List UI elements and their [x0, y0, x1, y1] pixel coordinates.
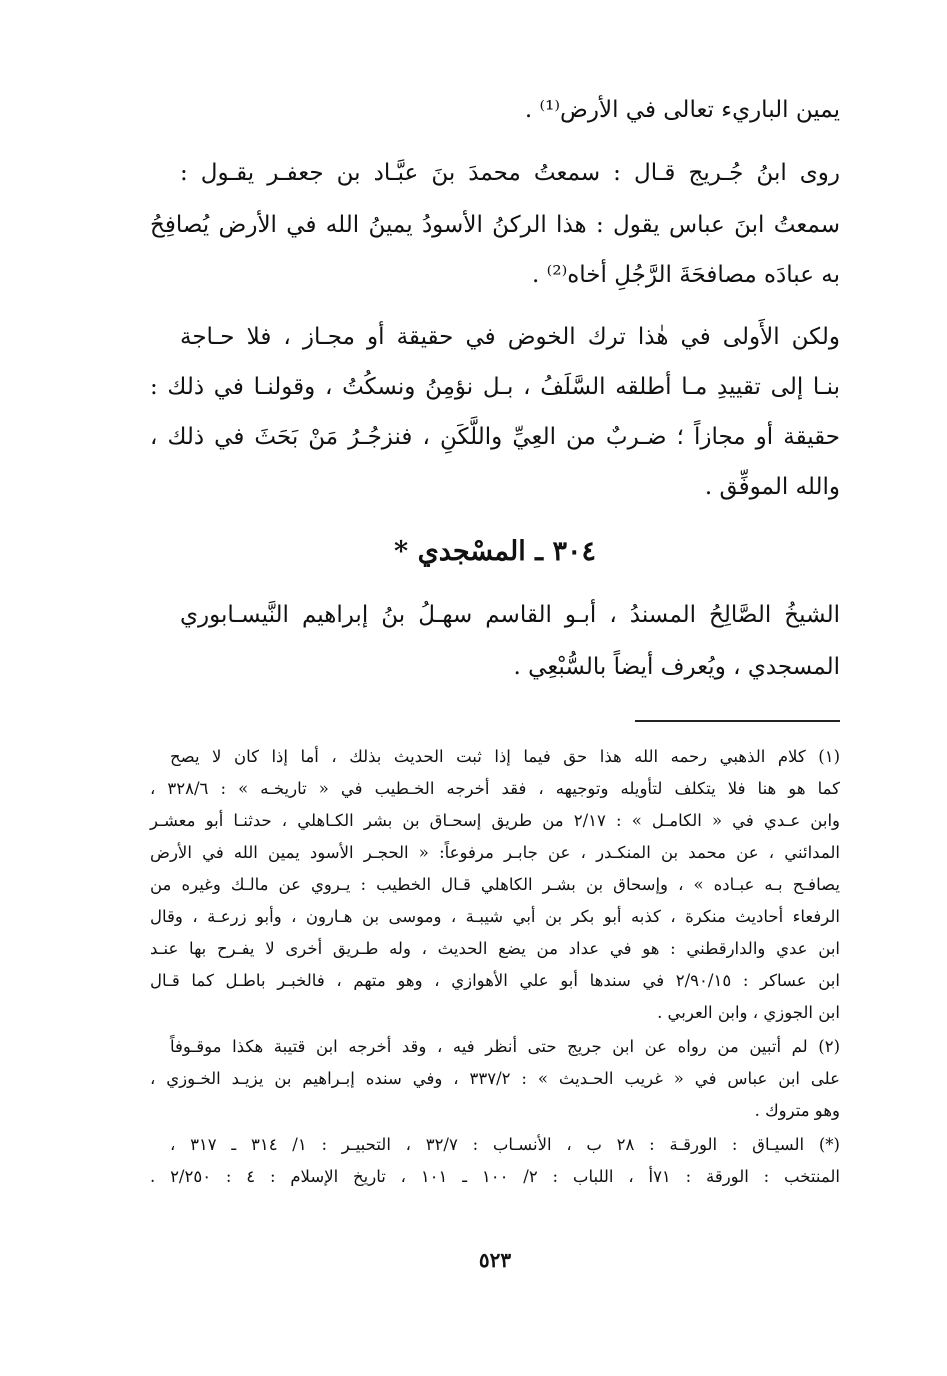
footnote-line: يصافـح بـه عبـاده » ، وإسحاق بن بشـر الكاهلي قـال الخطيب : يـروي عن مالـك وغيره من — [150, 875, 840, 894]
footnote-line: وهو متروك . — [754, 1101, 840, 1120]
entry-text-line: الشيخُ الصَّالِحُ المسندُ ، أبـو القاسم سهـلُ بنُ إبراهيم النَّيسـابوري — [180, 602, 840, 628]
main-text-line: سمعتُ ابنَ عباس يقول : هذا الركنُ الأسودُ يمينُ الله في الأرض يُصافِحُ — [150, 212, 840, 238]
footnote-line: (*) السيـاق : الورقـة : ٢٨ ب ، الأنسـاب : ٣٢/٧ ، التحبيـر : ١/ ٣١٤ ـ ٣١٧ ، — [170, 1135, 840, 1154]
footnote-line: (١) كلام الذهبي رحمه الله هذا حق فيما إذا ثبت الحديث بذلك ، أما إذا كان لا يصح — [170, 747, 840, 766]
entry-heading: ٣٠٤ ـ المسْجدي * — [394, 536, 596, 567]
footnote-line: الرفعاء أحاديث منكرة ، كذبه أبو بكر بن أبي شيبـة ، وموسى بن هـارون ، وأبو زرعـة ، وقال — [150, 907, 840, 926]
footnote-line: (٢) لم أتبين من رواه عن ابن جريج حتى أنظر فيه ، وقد أخرجه ابن قتيبة هكذا موقـوفاً — [170, 1037, 840, 1056]
footnote-line: المنتخب : الورقة : ٧١أ ، اللباب : ٢/ ١٠٠ ـ ١٠١ ، تاريخ الإسلام : ٤ : ٢/٢٥٠ . — [150, 1167, 840, 1186]
entry-text-line: المسجدي ، ويُعرف أيضاً بالسُّبْعِي . — [513, 654, 840, 680]
footnote-line: على ابن عباس في « غريب الحـديث » : ٣٣٧/٢ ، وفي سنده إبـراهيم بن يزيـد الخـوزي ، — [150, 1069, 840, 1088]
footnote-line: كما هو هنا فلا يتكلف لتأويله وتوجيهه ، فقد أخرجه الخـطيب في « تاريخـه » : ٣٢٨/٦ ، — [150, 779, 841, 798]
footnote-line: ابن عساكر : ٢/٩٠/١٥ في سندها أبو علي الأهوازي ، وهو متهم ، فالخبـر باطـل كما قـال — [150, 971, 840, 990]
footnote-line: ابن الجوزي ، وابن العربي . — [657, 1003, 840, 1022]
footnote-line: المدائني ، عن محمد بن المنكـدر ، عن جابـر مرفوعاً: « الحجـر الأسود يمين الله في الأرض — [150, 843, 840, 862]
footnote-line: ابن عدي والدارقطني : هو في عداد من يضع الحديث ، وله طـريق أخرى لا يفـرح بها عنـد — [150, 939, 840, 958]
main-text-line: يمين الباريء تعالى في الأرض⁽¹⁾ . — [524, 97, 840, 123]
footnote-divider — [635, 720, 840, 722]
main-text-line: بنـا إلى تقييدِ مـا أطلقه السَّلَفُ ، بـل نؤمِنُ ونسكُتُ ، وقولنـا في ذلك : — [150, 374, 840, 400]
main-text-line: حقيقة أو مجازاً ؛ ضـربٌ من العِيِّ واللَّكَنِ ، فنزجُـرُ مَنْ بَحَثَ في ذلك ، — [150, 424, 840, 450]
footnote-line: وابن عـدي في « الكامـل » : ٢/١٧ من طريق إسحـاق بن بشر الكـاهلي ، حدثنـا أبو معشـر — [150, 811, 841, 830]
main-text-line: والله الموفِّق . — [704, 474, 840, 500]
main-text-line: به عبادَه مصافحَةَ الرَّجُلِ أخاه⁽²⁾ . — [532, 262, 840, 288]
main-text-line: ولكن الأَولى في هٰذا ترك الخوض في حقيقة أو مجـاز ، فلا حـاجة — [180, 324, 840, 350]
page-number: ٥٢٣ — [478, 1248, 512, 1272]
main-text-line: روى ابنُ جُـريج قـال : سمعتُ محمدَ بنَ عبَّـاد بن جعفـر يقـول : — [180, 160, 840, 186]
